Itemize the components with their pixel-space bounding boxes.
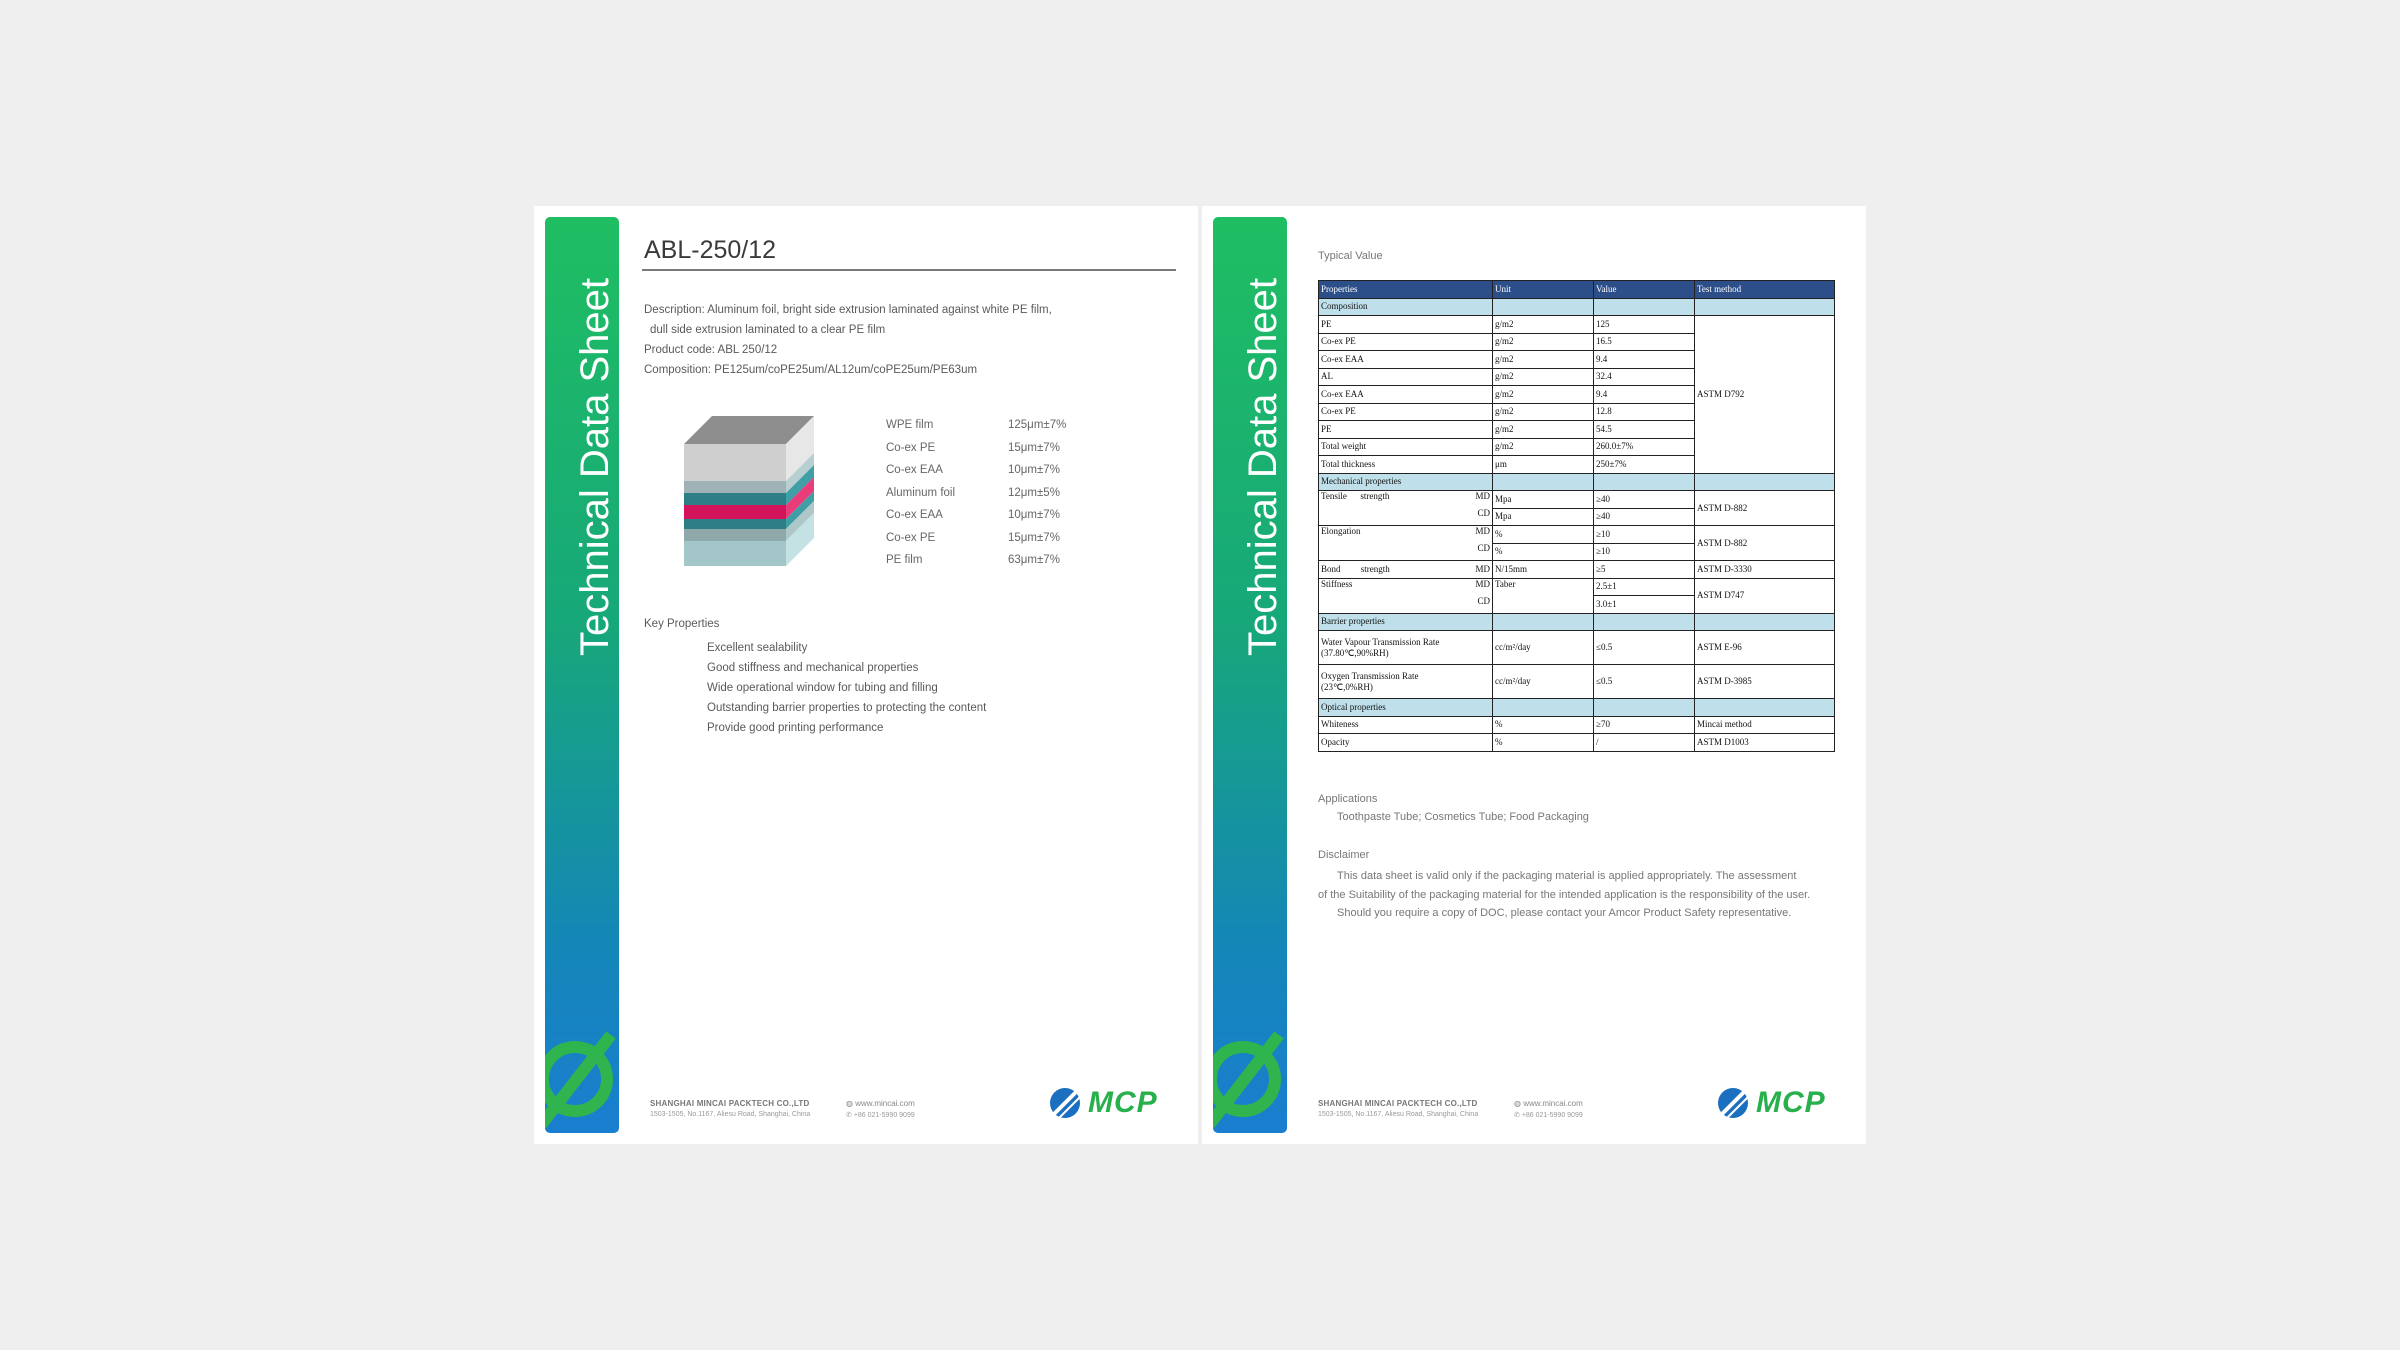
- cell-property: [1319, 491, 1493, 526]
- cell-unit: %: [1493, 716, 1594, 734]
- layer-name: Co-ex EAA: [886, 464, 943, 476]
- cell-unit: N/15mm: [1493, 561, 1594, 579]
- cell-test-method: ASTM D792: [1695, 316, 1835, 474]
- direction-label: CD: [1477, 543, 1490, 553]
- property-name: Elongation: [1321, 526, 1361, 536]
- layer-name: Co-ex PE: [886, 441, 936, 454]
- cell-property: Whiteness: [1319, 716, 1493, 734]
- cell-unit: g/m2: [1493, 421, 1594, 439]
- section-row: [1319, 699, 1835, 717]
- property-name: Water Vapour Transmission Rate: [1321, 636, 1440, 647]
- composition: Composition: PE125um/coPE25um/AL12um/coPE25um/PE63um: [644, 364, 978, 376]
- cell-property: Total weight: [1319, 438, 1493, 456]
- cell-property: [1319, 631, 1493, 665]
- cell-value: 32.4: [1594, 368, 1695, 386]
- direction-label: MD: [1475, 526, 1490, 536]
- side-banner: [545, 217, 619, 1133]
- key-properties-list: [707, 638, 986, 738]
- product-code: Product code: ABL 250/12: [644, 344, 778, 356]
- column-header: Properties: [1319, 281, 1493, 299]
- layer-name: Aluminum foil: [886, 486, 956, 499]
- cell-test-method: Mincai method: [1695, 716, 1835, 734]
- cell-property: [1319, 561, 1493, 579]
- cell-property: [1319, 665, 1493, 699]
- cell-unit: g/m2: [1493, 316, 1594, 334]
- layer-row: [886, 487, 1106, 510]
- description-line: dull side extrusion laminated to a clear PE film: [650, 324, 886, 336]
- mcp-logo: [1716, 1086, 1840, 1120]
- layer-name: WPE film: [886, 419, 934, 431]
- cell-value: 125: [1594, 316, 1695, 334]
- banner-title: Technical Data Sheet: [573, 278, 617, 657]
- cell-value: ≥10: [1594, 543, 1695, 561]
- globe-icon: ◍: [846, 1099, 856, 1108]
- table-row: [1319, 665, 1835, 699]
- layer-spec: 15μm±7%: [1008, 531, 1060, 544]
- cell-property: [1319, 526, 1493, 561]
- table-row: [1319, 734, 1835, 752]
- disclaimer-line: Should you require a copy of DOC, please contact your Amcor Product Safety representative.: [1337, 907, 1792, 919]
- section-label: Barrier properties: [1319, 613, 1493, 631]
- cell-property: PE: [1319, 316, 1493, 334]
- datasheet-page-1: [534, 206, 1198, 1144]
- layer-spec: 10μm±7%: [1008, 509, 1060, 521]
- footer-phone: [1514, 1111, 1583, 1119]
- section-label: Optical properties: [1319, 699, 1493, 717]
- direction-label: MD: [1475, 563, 1490, 574]
- mcp-logo: [1048, 1086, 1172, 1120]
- cell-value: ≥40: [1594, 491, 1695, 509]
- layer-spec: 125μm±7%: [1008, 419, 1067, 431]
- layer-row: [886, 442, 1106, 465]
- cell-test-method: ASTM D747: [1695, 578, 1835, 613]
- cell-value: 12.8: [1594, 403, 1695, 421]
- layer-structure-illustration: [674, 416, 814, 576]
- cell-property: Opacity: [1319, 734, 1493, 752]
- layer-spec: 15μm±7%: [1008, 441, 1060, 454]
- table-row: [1319, 578, 1835, 596]
- key-properties-title: Key Properties: [644, 618, 720, 630]
- direction-label: MD: [1475, 578, 1490, 589]
- datasheet-page-2: [1202, 206, 1866, 1144]
- cell-unit: %: [1493, 526, 1594, 544]
- cell-property: PE: [1319, 421, 1493, 439]
- footer-company: SHANGHAI MINCAI PACKTECH CO.,LTD: [650, 1099, 810, 1108]
- cell-unit: Mpa: [1493, 508, 1594, 526]
- section-row: [1319, 298, 1835, 316]
- cell-value: ≥10: [1594, 526, 1695, 544]
- property-condition: (23℃,0%RH): [1321, 681, 1373, 692]
- cell-value: ≤0.5: [1594, 665, 1695, 699]
- banner-logo-mark-icon: [545, 1027, 619, 1133]
- cell-unit: g/m2: [1493, 438, 1594, 456]
- cell-unit: g/m2: [1493, 403, 1594, 421]
- website-text: www.mincai.com: [1523, 1099, 1583, 1108]
- phone-icon: ✆: [846, 1112, 854, 1119]
- cell-value: 250±7%: [1594, 456, 1695, 474]
- logo-text: MCP: [1088, 1086, 1158, 1119]
- cell-property: Total thickness: [1319, 456, 1493, 474]
- layer-spec: 10μm±7%: [1008, 464, 1060, 476]
- disclaimer-text: [1318, 867, 1810, 923]
- cell-unit: Mpa: [1493, 491, 1594, 509]
- layer-name: Co-ex PE: [886, 531, 936, 544]
- footer-website: [1514, 1099, 1583, 1108]
- layer-legend: [886, 419, 1106, 577]
- cell-value: ≥5: [1594, 561, 1695, 579]
- layer-name: PE film: [886, 554, 923, 566]
- table-row: [1319, 316, 1835, 334]
- table-header-row: [1319, 281, 1835, 299]
- disclaimer-line: This data sheet is valid only if the packaging material is applied appropriately. The assessment: [1337, 870, 1797, 882]
- property-condition: (37.80℃,90%RH): [1321, 647, 1389, 658]
- cell-value: /: [1594, 734, 1695, 752]
- footer-address: 1503-1505, No.1167, Aliesu Road, Shanghai, China: [650, 1111, 811, 1118]
- description-block: [644, 300, 1052, 380]
- list-item: Outstanding barrier properties to protecting the content: [707, 702, 987, 714]
- section-label: Mechanical properties: [1319, 473, 1493, 491]
- cell-test-method: ASTM D-882: [1695, 526, 1835, 561]
- table-row: [1319, 526, 1835, 544]
- cell-unit: g/m2: [1493, 368, 1594, 386]
- cell-unit: Taber: [1493, 578, 1594, 613]
- property-name-2: strength: [1360, 491, 1390, 501]
- direction-label: CD: [1477, 508, 1490, 518]
- description-line: Description: Aluminum foil, bright side extrusion laminated against white PE film,: [644, 304, 1052, 316]
- disclaimer-line: of the Suitability of the packaging material for the intended application is the responsibility of the user.: [1318, 888, 1811, 901]
- disclaimer-title: Disclaimer: [1318, 849, 1370, 861]
- side-banner: [1213, 217, 1287, 1133]
- property-name: Tensile: [1321, 491, 1347, 501]
- direction-label: CD: [1477, 595, 1490, 606]
- website-text: www.mincai.com: [855, 1099, 915, 1108]
- mcp-logo-mark-icon: [1716, 1086, 1750, 1120]
- table-row: [1319, 631, 1835, 665]
- list-item: Good stiffness and mechanical properties: [707, 662, 919, 674]
- cell-unit: μm: [1493, 456, 1594, 474]
- cell-value: ≤0.5: [1594, 631, 1695, 665]
- document-title: ABL-250/12: [644, 236, 777, 264]
- cell-value: 16.5: [1594, 333, 1695, 351]
- cell-value: 2.5±1: [1594, 578, 1695, 596]
- cell-unit: g/m2: [1493, 333, 1594, 351]
- layer-spec: 12μm±5%: [1008, 486, 1060, 499]
- logo-text: MCP: [1756, 1086, 1826, 1119]
- column-header: Unit: [1493, 281, 1594, 299]
- table-row: [1319, 716, 1835, 734]
- applications-text: Toothpaste Tube; Cosmetics Tube; Food Packaging: [1337, 811, 1589, 823]
- phone-text: +86 021-5990 9099: [1521, 1112, 1583, 1119]
- banner-title: Technical Data Sheet: [1241, 278, 1285, 657]
- applications-title: Applications: [1318, 793, 1378, 805]
- layer-row: [886, 464, 1106, 487]
- direction-label: MD: [1475, 491, 1490, 501]
- layer-spec: 63μm±7%: [1008, 554, 1060, 566]
- layer-row: [886, 509, 1106, 532]
- section-row: [1319, 613, 1835, 631]
- cell-property: AL: [1319, 368, 1493, 386]
- cell-value: 9.4: [1594, 386, 1695, 404]
- property-name: Oxygen Transmission Rate: [1321, 670, 1419, 681]
- section-label: Composition: [1319, 298, 1493, 316]
- cell-value: 260.0±7%: [1594, 438, 1695, 456]
- cell-unit: cc/m²/day: [1493, 665, 1594, 699]
- cell-test-method: ASTM D1003: [1695, 734, 1835, 752]
- globe-icon: ◍: [1514, 1099, 1524, 1108]
- mcp-logo-mark-icon: [1048, 1086, 1082, 1120]
- cell-test-method: ASTM D-882: [1695, 491, 1835, 526]
- cell-value: 9.4: [1594, 351, 1695, 369]
- layer-row: [886, 419, 1106, 442]
- cell-test-method: ASTM D-3985: [1695, 665, 1835, 699]
- cell-property: Co-ex PE: [1319, 403, 1493, 421]
- cell-property: Co-ex EAA: [1319, 351, 1493, 369]
- layer-row: [886, 532, 1106, 555]
- cell-property: [1319, 578, 1493, 613]
- table-row: [1319, 561, 1835, 579]
- banner-logo-mark-icon: [1213, 1027, 1287, 1133]
- cell-property: Co-ex EAA: [1319, 386, 1493, 404]
- cell-unit: g/m2: [1493, 386, 1594, 404]
- cell-value: 54.5: [1594, 421, 1695, 439]
- column-header: Test method: [1695, 281, 1835, 299]
- layer-name: Co-ex EAA: [886, 509, 943, 521]
- table-row: [1319, 491, 1835, 509]
- cell-test-method: ASTM E-96: [1695, 631, 1835, 665]
- phone-text: +86 021-5990 9099: [853, 1112, 915, 1119]
- cell-unit: %: [1493, 734, 1594, 752]
- property-name-2: strength: [1360, 563, 1390, 574]
- phone-icon: ✆: [1514, 1112, 1522, 1119]
- cell-unit: cc/m²/day: [1493, 631, 1594, 665]
- footer-website: [846, 1099, 915, 1108]
- section-row: [1319, 473, 1835, 491]
- list-item: Excellent sealability: [707, 642, 808, 654]
- footer-address: 1503-1505, No.1167, Aliesu Road, Shanghai, China: [1318, 1111, 1479, 1118]
- cell-value: 3.0±1: [1594, 596, 1695, 614]
- list-item: Wide operational window for tubing and filling: [707, 682, 938, 694]
- list-item: Provide good printing performance: [707, 722, 884, 734]
- cell-property: Co-ex PE: [1319, 333, 1493, 351]
- cell-unit: g/m2: [1493, 351, 1594, 369]
- column-header: Value: [1594, 281, 1695, 299]
- footer-company: SHANGHAI MINCAI PACKTECH CO.,LTD: [1318, 1099, 1478, 1108]
- cell-value: ≥70: [1594, 716, 1695, 734]
- cell-test-method: ASTM D-3330: [1695, 561, 1835, 579]
- property-name: Bond: [1321, 563, 1341, 574]
- properties-table: [1318, 280, 1835, 752]
- typical-value-title: Typical Value: [1318, 250, 1383, 262]
- cell-value: ≥40: [1594, 508, 1695, 526]
- cell-unit: %: [1493, 543, 1594, 561]
- title-divider: [642, 269, 1176, 271]
- property-name: Stiffness: [1321, 578, 1353, 589]
- footer-phone: [846, 1111, 915, 1119]
- layer-row: [886, 554, 1106, 577]
